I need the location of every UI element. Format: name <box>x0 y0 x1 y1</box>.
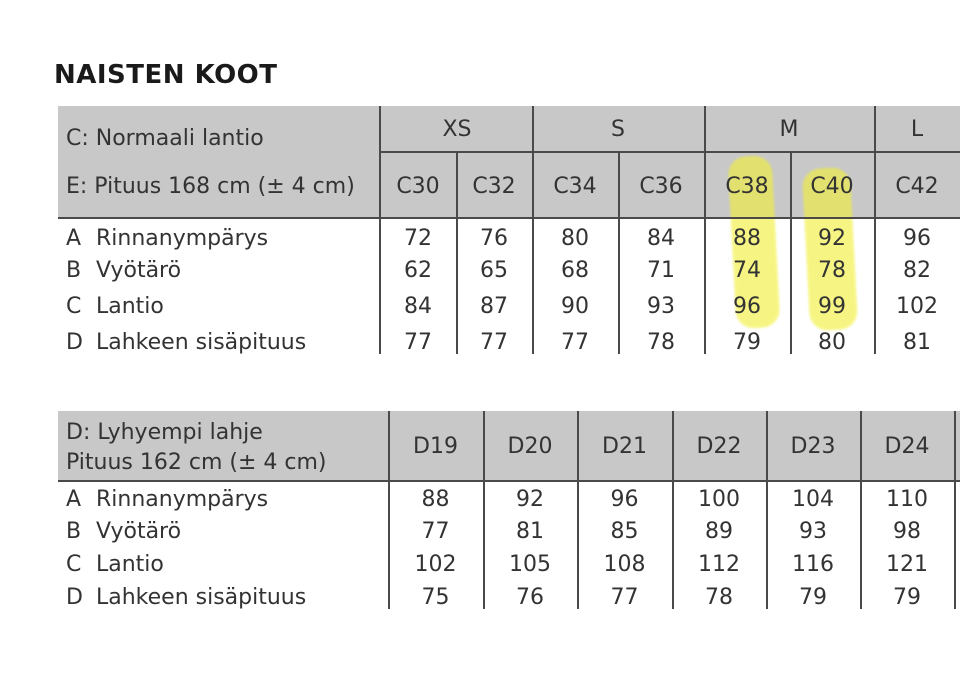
size-code-c30: C30 <box>396 173 440 199</box>
table-cell: 76 <box>516 585 544 610</box>
table-cell: 92 <box>516 487 544 512</box>
table-cell: 87 <box>480 294 508 319</box>
table-cell: 112 <box>698 552 740 577</box>
table-cell: 74 <box>733 258 761 283</box>
table-cell: 104 <box>792 487 834 512</box>
row-name: Vyötärö <box>96 519 182 544</box>
table-cell: 71 <box>647 258 675 283</box>
header-label-line2: Pituus 162 cm (± 4 cm) <box>66 450 327 475</box>
row-name: Lantio <box>96 294 164 319</box>
size-table-normal-hip <box>58 106 960 356</box>
row-letter: C <box>66 294 82 319</box>
table-cell: 80 <box>818 330 846 355</box>
table-cell: 84 <box>647 226 675 251</box>
table-cell: 78 <box>705 585 733 610</box>
table-cell: 80 <box>561 226 589 251</box>
size-code-d22: D22 <box>696 433 742 459</box>
divider <box>456 152 458 354</box>
table-cell: 96 <box>610 487 639 512</box>
row-label-d <box>66 585 306 610</box>
table-cell: 82 <box>903 258 931 283</box>
table-cell: 62 <box>404 258 432 283</box>
table-cell: 75 <box>421 585 450 610</box>
table-cell: 81 <box>516 519 544 544</box>
row-label-a <box>66 226 268 251</box>
table-cell: 108 <box>603 552 646 577</box>
table-cell: 78 <box>818 258 846 283</box>
header-label-line1: C: Normaali lantio <box>66 126 264 151</box>
row-name: Lahkeen sisäpituus <box>96 330 307 355</box>
table-cell: 93 <box>799 519 827 544</box>
size-group-l: L <box>910 116 924 142</box>
table-cell: 77 <box>480 330 508 355</box>
row-label-a <box>66 487 268 512</box>
table-cell: 96 <box>903 226 931 251</box>
size-code-d24: D24 <box>884 433 930 459</box>
divider <box>790 152 792 354</box>
table-cell: 89 <box>705 519 733 544</box>
page-title: NAISTEN KOOT <box>54 60 278 90</box>
table-cell: 105 <box>509 552 551 577</box>
row-name: Lantio <box>96 552 164 577</box>
table-cell: 121 <box>886 552 928 577</box>
table-cell: 81 <box>903 330 931 355</box>
size-code-c38: C38 <box>725 173 769 199</box>
size-group-s: S <box>611 116 625 142</box>
table-cell: 110 <box>886 487 928 512</box>
table-cell: 99 <box>818 294 846 319</box>
size-group-m: M <box>779 116 799 142</box>
table-cell: 90 <box>561 294 589 319</box>
table-cell: 102 <box>896 294 938 319</box>
header-label-line1: D: Lyhyempi lahje <box>66 420 263 445</box>
size-table-short-leg <box>58 411 960 611</box>
size-code-c34: C34 <box>553 173 597 199</box>
divider <box>58 480 960 482</box>
row-letter: A <box>66 226 82 251</box>
table-cell: 79 <box>799 585 827 610</box>
divider <box>954 411 956 609</box>
table-cell: 88 <box>733 226 761 251</box>
size-code-d20: D20 <box>507 433 553 459</box>
size-code-c32: C32 <box>472 173 516 199</box>
table-cell: 102 <box>414 552 457 577</box>
table-cell: 77 <box>561 330 589 355</box>
table-cell: 77 <box>610 585 639 610</box>
row-name: Lahkeen sisäpituus <box>96 585 307 610</box>
row-label-d <box>66 330 306 355</box>
row-letter: D <box>66 585 83 610</box>
size-code-c40: C40 <box>810 173 854 199</box>
table-cell: 79 <box>733 330 761 355</box>
table-cell: 79 <box>893 585 921 610</box>
row-label-c <box>66 552 164 577</box>
row-letter: B <box>66 519 82 544</box>
table-cell: 76 <box>480 226 508 251</box>
divider <box>58 217 960 219</box>
table-cell: 100 <box>698 487 740 512</box>
table-cell: 98 <box>893 519 921 544</box>
table-cell: 116 <box>792 552 834 577</box>
table-cell: 93 <box>647 294 675 319</box>
table-cell: 85 <box>610 519 639 544</box>
table-cell: 84 <box>404 294 432 319</box>
table-cell: 68 <box>561 258 589 283</box>
table-cell: 96 <box>733 294 761 319</box>
header-label-line2: E: Pituus 168 cm (± 4 cm) <box>66 174 355 199</box>
table-cell: 88 <box>421 487 450 512</box>
row-label-b <box>66 258 181 283</box>
divider <box>379 151 960 153</box>
row-label-c <box>66 294 164 319</box>
row-letter: B <box>66 258 82 283</box>
table-cell: 72 <box>404 226 432 251</box>
table-cell: 77 <box>421 519 450 544</box>
size-code-d23: D23 <box>790 433 836 459</box>
row-name: Rinnanympärys <box>96 226 269 251</box>
table-cell: 92 <box>818 226 846 251</box>
row-letter: A <box>66 487 82 512</box>
size-group-xs: XS <box>442 116 472 142</box>
size-code-d21: D21 <box>602 433 647 459</box>
size-code-c36: C36 <box>639 173 683 199</box>
divider <box>618 152 620 354</box>
table-cell: 65 <box>480 258 508 283</box>
row-label-b <box>66 519 181 544</box>
table-cell: 77 <box>404 330 432 355</box>
size-code-c42: C42 <box>895 173 939 199</box>
row-letter: D <box>66 330 83 355</box>
size-code-d19: D19 <box>413 433 458 459</box>
table-cell: 78 <box>647 330 675 355</box>
row-letter: C <box>66 552 82 577</box>
row-name: Vyötärö <box>96 258 182 283</box>
row-name: Rinnanympärys <box>96 487 269 512</box>
